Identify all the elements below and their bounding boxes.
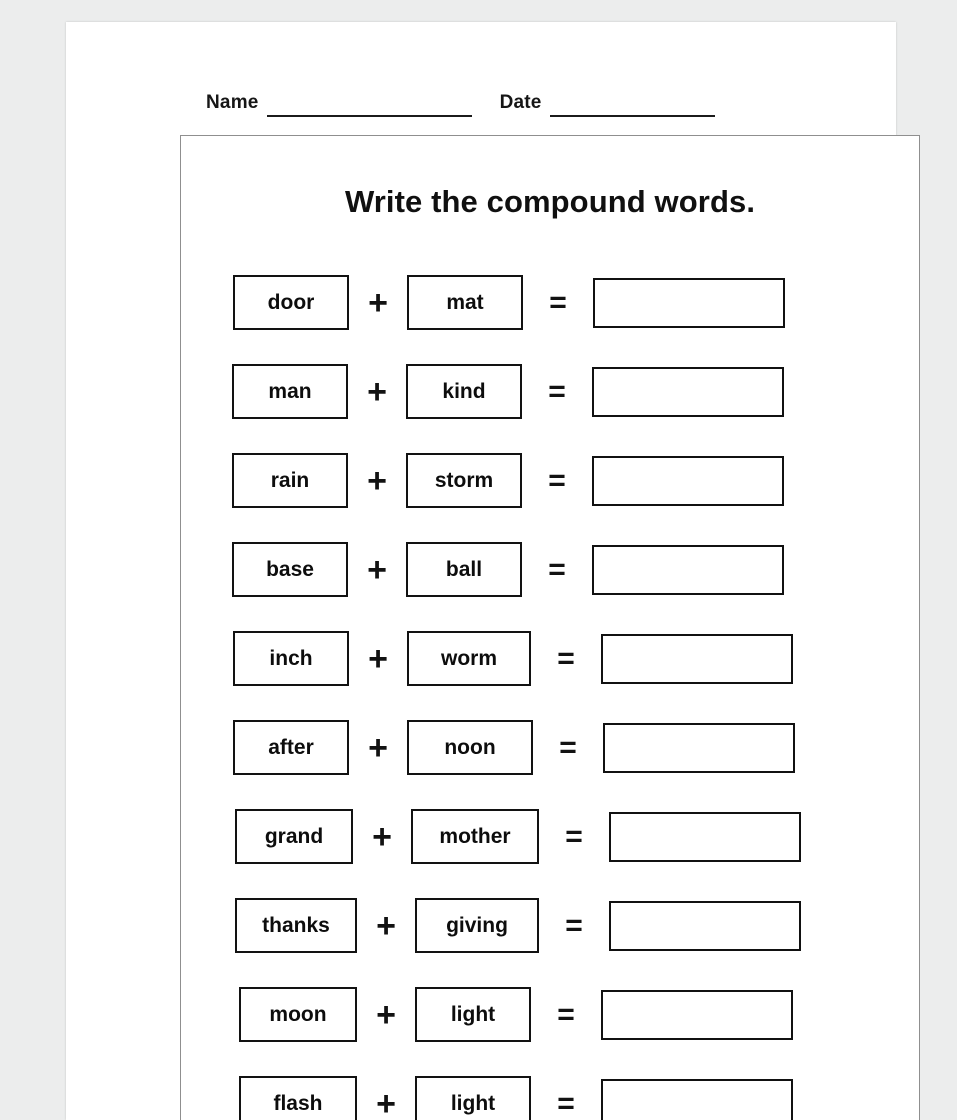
plus-icon: + <box>376 995 396 1034</box>
word-first: flash <box>239 1076 357 1120</box>
answer-field[interactable] <box>609 901 801 951</box>
answer-field[interactable] <box>601 634 793 684</box>
name-label: Name <box>206 92 259 113</box>
plus-icon: + <box>367 372 387 411</box>
equals-icon: = <box>549 285 567 319</box>
plus-icon: + <box>376 1084 396 1120</box>
table-row <box>181 347 919 436</box>
word-second: giving <box>415 898 539 953</box>
word-second: light <box>415 1076 531 1120</box>
answer-field[interactable] <box>592 367 784 417</box>
word-first: base <box>232 542 348 597</box>
word-first: moon <box>239 987 357 1042</box>
word-first: man <box>232 364 348 419</box>
word-first: rain <box>232 453 348 508</box>
table-row <box>181 436 919 525</box>
table-row <box>181 1059 919 1120</box>
word-first: grand <box>235 809 353 864</box>
answer-field[interactable] <box>601 1079 793 1120</box>
date-input-line[interactable] <box>550 89 715 117</box>
word-second: worm <box>407 631 531 686</box>
word-first: inch <box>233 631 349 686</box>
plus-icon: + <box>368 728 388 767</box>
plus-icon: + <box>376 906 396 945</box>
word-second: kind <box>406 364 522 419</box>
compound-word-rows <box>181 258 919 1120</box>
answer-field[interactable] <box>609 812 801 862</box>
table-row <box>181 525 919 614</box>
equals-icon: = <box>557 641 575 675</box>
worksheet-content-box <box>180 135 920 1120</box>
equals-icon: = <box>548 463 566 497</box>
plus-icon: + <box>372 817 392 856</box>
word-second: mat <box>407 275 523 330</box>
word-second: ball <box>406 542 522 597</box>
word-second: storm <box>406 453 522 508</box>
answer-field[interactable] <box>592 456 784 506</box>
date-label: Date <box>499 92 542 113</box>
plus-icon: + <box>368 639 388 678</box>
equals-icon: = <box>559 730 577 764</box>
name-input-line[interactable] <box>267 89 472 117</box>
table-row <box>181 258 919 347</box>
equals-icon: = <box>557 1086 575 1120</box>
table-row <box>181 614 919 703</box>
table-row <box>181 792 919 881</box>
plus-icon: + <box>367 461 387 500</box>
name-date-row <box>206 77 846 117</box>
plus-icon: + <box>367 550 387 589</box>
answer-field[interactable] <box>592 545 784 595</box>
answer-field[interactable] <box>593 278 785 328</box>
page-title: Write the compound words. <box>344 184 756 219</box>
word-first: after <box>233 720 349 775</box>
word-first: door <box>233 275 349 330</box>
table-row <box>181 881 919 970</box>
answer-field[interactable] <box>603 723 795 773</box>
table-row <box>181 970 919 1059</box>
table-row <box>181 703 919 792</box>
equals-icon: = <box>548 552 566 586</box>
answer-field[interactable] <box>601 990 793 1040</box>
equals-icon: = <box>565 908 583 942</box>
equals-icon: = <box>548 374 566 408</box>
word-second: mother <box>411 809 539 864</box>
plus-icon: + <box>368 283 388 322</box>
worksheet-sheet <box>66 22 896 1120</box>
word-second: light <box>415 987 531 1042</box>
word-first: thanks <box>235 898 357 953</box>
word-second: noon <box>407 720 533 775</box>
equals-icon: = <box>565 819 583 853</box>
equals-icon: = <box>557 997 575 1031</box>
